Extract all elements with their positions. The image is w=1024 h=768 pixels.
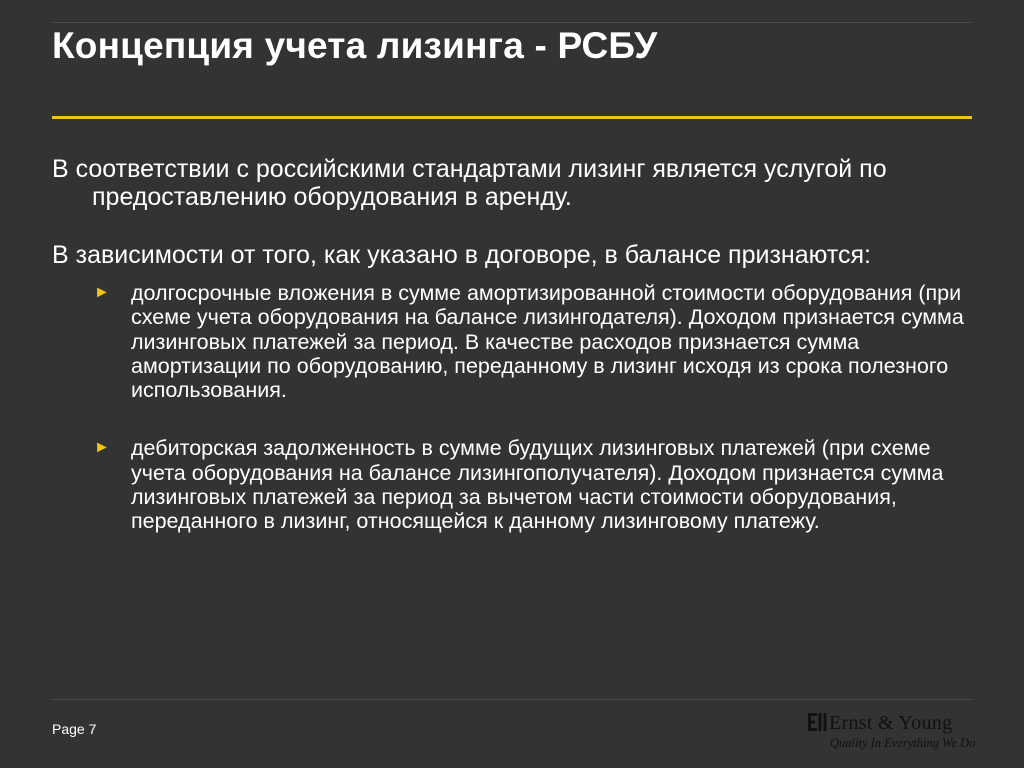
triangle-bullet-icon: ► — [94, 439, 110, 457]
ey-logo-mark-icon — [808, 713, 827, 731]
footer-divider — [52, 699, 972, 700]
bullet-item-long-term-investments — [94, 281, 972, 402]
page-number: Page 7 — [52, 721, 97, 737]
bullet-text: долгосрочные вложения в сумме амортизированной стоимости оборудования (при схеме учета оборудования на балансе лизингодателя). Доходом признается сумма лизинговых платежей за период. В качестве расходов признается сумма амортизации по оборудованию, переданному в лизинг исходя из срока полезного использования. — [131, 281, 964, 403]
title-accent-rule — [52, 116, 972, 119]
paragraph-balance: В зависимости от того, как указано в договоре, в балансе признаются: — [52, 241, 871, 269]
bullet-text: дебиторская задолженность в сумме будущих лизинговых платежей (при схеме учета оборудования на балансе лизингополучателя). Доходом признается сумма лизинговых платежей за период за вычетом части стоимости оборудования, переданного в лизинг, относящейся к данному лизинговому платежу. — [131, 436, 944, 534]
slide-body — [52, 155, 972, 534]
logo-wordmark: Ernst & Young — [829, 712, 953, 734]
bullet-item-receivables — [94, 436, 972, 533]
triangle-bullet-icon: ► — [94, 284, 110, 301]
paragraph-intro: В соответствии с российскими стандартами лизинг является услугой по предоставлению оборудования в аренду. — [52, 155, 887, 211]
top-divider — [52, 22, 972, 23]
slide-title: Концепция учета лизинга - РСБУ — [52, 25, 658, 66]
logo-tagline: Quality In Everything We Do — [830, 736, 976, 750]
bullet-list — [52, 281, 972, 534]
ernst-young-logo — [808, 710, 980, 755]
